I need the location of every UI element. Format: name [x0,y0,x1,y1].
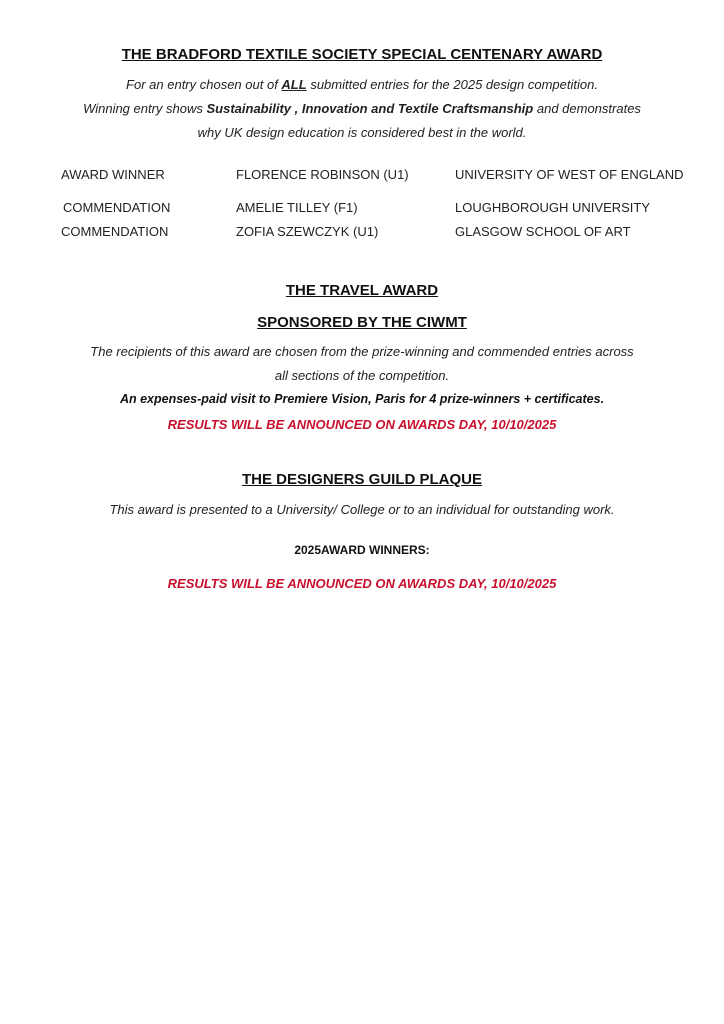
centenary-description-line-3: why UK design education is considered best in the world. [197,125,527,140]
guild-winners-label: 2025AWARD WINNERS: [294,543,430,557]
desc2-post: and demonstrates [533,101,641,116]
guild-description: This award is presented to a University/ College or to an individual for outstanding work. [109,502,615,517]
guild-results-notice: RESULTS WILL BE ANNOUNCED ON AWARDS DAY, 10/10/2025 [167,576,557,591]
desc2-pre: Winning entry shows [83,101,207,116]
row-2-name: AMELIE TILLEY (F1) [236,200,358,215]
row-1-institution: UNIVERSITY OF WEST OF ENGLAND [455,167,684,182]
row-1-name: FLORENCE ROBINSON (U1) [236,167,409,182]
desc2-bold: Sustainability , Innovation and Textile Craftsmanship [206,101,534,116]
centenary-award-title: THE BRADFORD TEXTILE SOCIETY SPECIAL CENTENARY AWARD [121,46,603,63]
travel-award-title: THE TRAVEL AWARD [285,282,439,299]
guild-plaque-title: THE DESIGNERS GUILD PLAQUE [241,471,483,488]
centenary-description-line-2 [0,101,724,116]
desc1-post: submitted entries for the 2025 design competition. [306,77,598,92]
row-3-name: ZOFIA SZEWCZYK (U1) [236,224,379,239]
travel-results-notice: RESULTS WILL BE ANNOUNCED ON AWARDS DAY, 10/10/2025 [167,417,557,432]
row-2-institution: LOUGHBOROUGH UNIVERSITY [455,200,651,215]
travel-description-line-2: all sections of the competition. [274,368,450,383]
desc1-emphasis: ALL [281,77,307,92]
row-3-award: COMMENDATION [61,224,169,239]
travel-award-sponsor: SPONSORED BY THE CIWMT [257,314,467,331]
row-3-institution: GLASGOW SCHOOL OF ART [455,224,631,239]
row-1-award: AWARD WINNER [61,167,165,182]
row-2-award: COMMENDATION [63,200,171,215]
desc1-pre: For an entry chosen out of [126,77,282,92]
centenary-description-line-1 [0,77,724,92]
travel-description-line-1: The recipients of this award are chosen from the prize-winning and commended entries across [90,344,634,359]
travel-prize: An expenses-paid visit to Premiere Vision, Paris for 4 prize-winners + certificates. [119,392,605,406]
